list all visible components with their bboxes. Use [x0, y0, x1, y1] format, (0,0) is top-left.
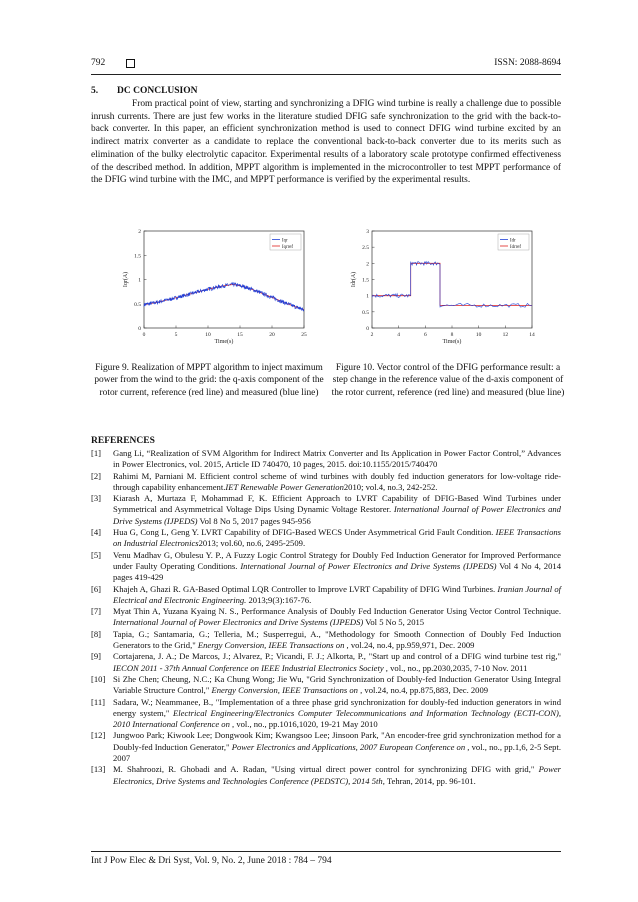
x-tick-label: 15 [237, 332, 243, 338]
issn: ISSN: 2088-8694 [494, 58, 561, 68]
x-tick-label: 4 [397, 332, 401, 338]
reference-item: [8] Tapia, G.; Santamaria, G.; Telleria, M.; Susperregui, A., "Methodology for Smooth Connection of Doubly Fed Induction Generators to the Grid," Energy Conversion, IEEE Transactions on , vol.24, no.4, pp.959,971, Dec. 2009 [91, 628, 561, 651]
y-tick-label: 0.5 [362, 309, 369, 316]
y-tick-label: 2 [138, 229, 141, 235]
x-tick-label: 12 [502, 332, 509, 338]
legend-label: Iqr [282, 238, 288, 244]
y-axis-label: Idr(A) [351, 271, 357, 288]
figure-10-plot [340, 225, 550, 345]
section-heading [91, 86, 198, 96]
y-tick-label: 1 [138, 277, 141, 284]
legend-label: Idrref [510, 244, 521, 250]
x-tick-label: 5 [174, 332, 178, 338]
footer-rule [91, 851, 561, 852]
y-axis-label: Iqr(A) [123, 271, 129, 288]
conclusion-paragraph: From practical point of view, starting and synchronizing a DFIG wind turbine is really a challenge due to possible inrush currents. There are just few works in the literature studied DFIG safe synchronization to the grid with the back-to-back converter. In this paper, an efficient synchronization method is used to connect DFIG wind turbine excited by an indirect matrix converter as a candidate to replace the conventional back-to-back converter due to its merits such as elimination of the bulky electrolytic capacitor. Experimental results of a laboratory scale prototype confirmed effectiveness of the described method. In addition, MPPT algorithm is implemented in the microcontroller to test MPPT performance of the DFIG wind turbine with the IMC, and MPPT performance is verified by the experimental results. [91, 99, 561, 186]
reference-item: [5] Venu Madhav G, Obulesu Y. P., A Fuzzy Logic Control Strategy for Doubly Fed Induction Generator for Improved Performance under Faulty Operating Conditions. International Journal of Power Electronics and Drive Systems (IJPEDS) Vol 4 No 4, 2014 pages 419-429 [91, 549, 561, 583]
legend-label: Iqrref [282, 244, 293, 250]
y-tick-label: 2 [366, 261, 369, 268]
section-number: 5. [91, 86, 99, 96]
x-tick-label: 8 [450, 332, 454, 338]
reference-item: [2] Rahimi M, Parniani M. Efficient control scheme of wind turbines with doubly fed induction generators for low-voltage ride-through capability enhancement.IET Renewable Power Generation2010; vol.4, no.3, 242-252. [91, 470, 561, 492]
figure-10-caption: Figure 10. Vector control of the DFIG performance result: a step change in the reference value of the d-axis component of the rotor current, reference (red line) and measured (blue line) [331, 363, 565, 398]
figure-9-plot [112, 225, 322, 345]
legend-label: Idr [510, 238, 516, 244]
page-header [91, 58, 561, 72]
reference-item: [10] Si Zhe Chen; Cheung, N.C.; Ka Chung Wong; Jie Wu, "Grid Synchronization of Doubly-fed Induction Generator Using Integral Variable Structure Control," Energy Conversion, IEEE Transactions on , vol.24, no.4, pp.875,883, Dec. 2009 [91, 673, 561, 696]
reference-item: [9] Cortajarena, J. A.; De Marcos, J.; Alvarez, P.; Vicandi, F. J.; Alkorta, P., "Start up and control of a DFIG wind turbine test rig," IECON 2011 - 37th Annual Conference on IEEE Industrial Electronics Society , vol., no., pp.2030,2035, 7-10 Nov. 2011 [91, 651, 561, 673]
x-tick-label: 14 [529, 332, 535, 338]
figure-9-caption: Figure 9. Realization of MPPT algorithm to inject maximum power from the wind to the grid: the q-axis component of the rotor current, reference (red line) and measured (blue line) [94, 363, 324, 398]
references-heading: REFERENCES [91, 436, 155, 446]
x-tick-label: 25 [301, 332, 307, 338]
reference-item: [6] Khajeh A, Ghazi R. GA-Based Optimal LQR Controller to Improve LVRT Capability of DFIG Wind Turbines. Iranian Journal of Electrical and Electronic Engineering. 2013;9(3):167-76. [91, 583, 562, 605]
y-tick-label: 3 [366, 229, 369, 235]
reference-item: [4] Hua G, Cong L, Geng Y. LVRT Capability of DFIG-Based WECS Under Asymmetrical Grid Fault Condition. IEEE Transactions on Industrial Electronics2013; vol.60, no.6, 2495-2509. [91, 527, 562, 549]
x-tick-label: 10 [205, 332, 211, 338]
reference-item: [3] Kiarash A, Murtaza F, Mohammad F, K. Efficient Approach to LVRT Capability of DFIG-Based Wind Turbines under Symmetrical and Asymmetrical Voltage Dips Using Dynamic Voltage Restorer. International Journal of Power Electronics and Drive Systems (IJPEDS) Vol 8 No 5, 2017 pages 945-956 [91, 493, 561, 526]
x-tick-label: 0 [142, 332, 146, 338]
y-tick-label: 1.5 [134, 253, 141, 260]
reference-item: [11] Sadara, W.; Neammanee, B., "Implementation of a three phase grid synchronization for doubly-fed induction generators in wind energy system," Electrical Engineering/Electronics Computer Telecommunications and Information Technology (ECTI-CON), 2010 International Conference on , vol., no., pp.1016,1020, 19-21 May 2010 [91, 696, 561, 730]
x-tick-label: 2 [370, 332, 374, 338]
page-number: 792 [91, 58, 106, 68]
y-tick-label: 1.5 [362, 277, 369, 284]
section-title: DC CONCLUSION [117, 86, 198, 96]
x-tick-label: 6 [423, 332, 427, 338]
x-tick-label: 10 [475, 332, 482, 338]
y-tick-label: 1 [366, 293, 369, 300]
journal-footer: Int J Pow Elec & Dri Syst, Vol. 9, No. 2, June 2018 : 784 – 794 [91, 856, 332, 866]
x-axis-label: Time(s) [442, 339, 462, 345]
references-list [91, 448, 561, 787]
y-tick-label: 0 [366, 326, 369, 332]
y-tick-label: 0 [138, 326, 141, 332]
y-tick-label: 0.5 [134, 301, 141, 308]
reference-item: [7] Myat Thin A, Yuzana Kyaing N. S., Performance Analysis of Doubly Fed Induction Generator Using Vector Control Technique. International Journal of Power Electronics and Drive Systems (IJPEDS) Vol 5 No 5, 2015 [91, 606, 561, 628]
reference-item: [13] M. Shahroozi, R. Ghobadi and A. Radan, "Using virtual direct power control for synchronizing DFIG with grid," Power Electronics, Drive Systems and Technologies Conference (PEDSTC), 2014 5th, Tehran, 2014, pp. 96-101. [91, 764, 561, 786]
x-axis-label: Time(s) [214, 339, 234, 345]
reference-item: [1] Gang Li, “Realization of SVM Algorithm for Indirect Matrix Converter and Its Application in Power Factor Control,” Advances in Power Electronics, vol. 2015, Article ID 740470, 10 pages, 2015. doi:10.1155/2015/740470 [91, 448, 561, 470]
x-tick-label: 20 [269, 332, 275, 338]
header-rule [91, 74, 561, 75]
y-tick-label: 2.5 [362, 245, 369, 252]
reference-item: [12] Jungwoo Park; Kiwook Lee; Dongwook Kim; Kwangsoo Lee; Jinsoon Park, "An encoder-free grid synchronization method for a Doubly-fed Induction Generator," Power Electronics and Applications, 2007 European Conference on , vol., no., pp.1,6, 2-5 Sept. 2007 [91, 730, 561, 764]
square-icon [126, 59, 135, 68]
